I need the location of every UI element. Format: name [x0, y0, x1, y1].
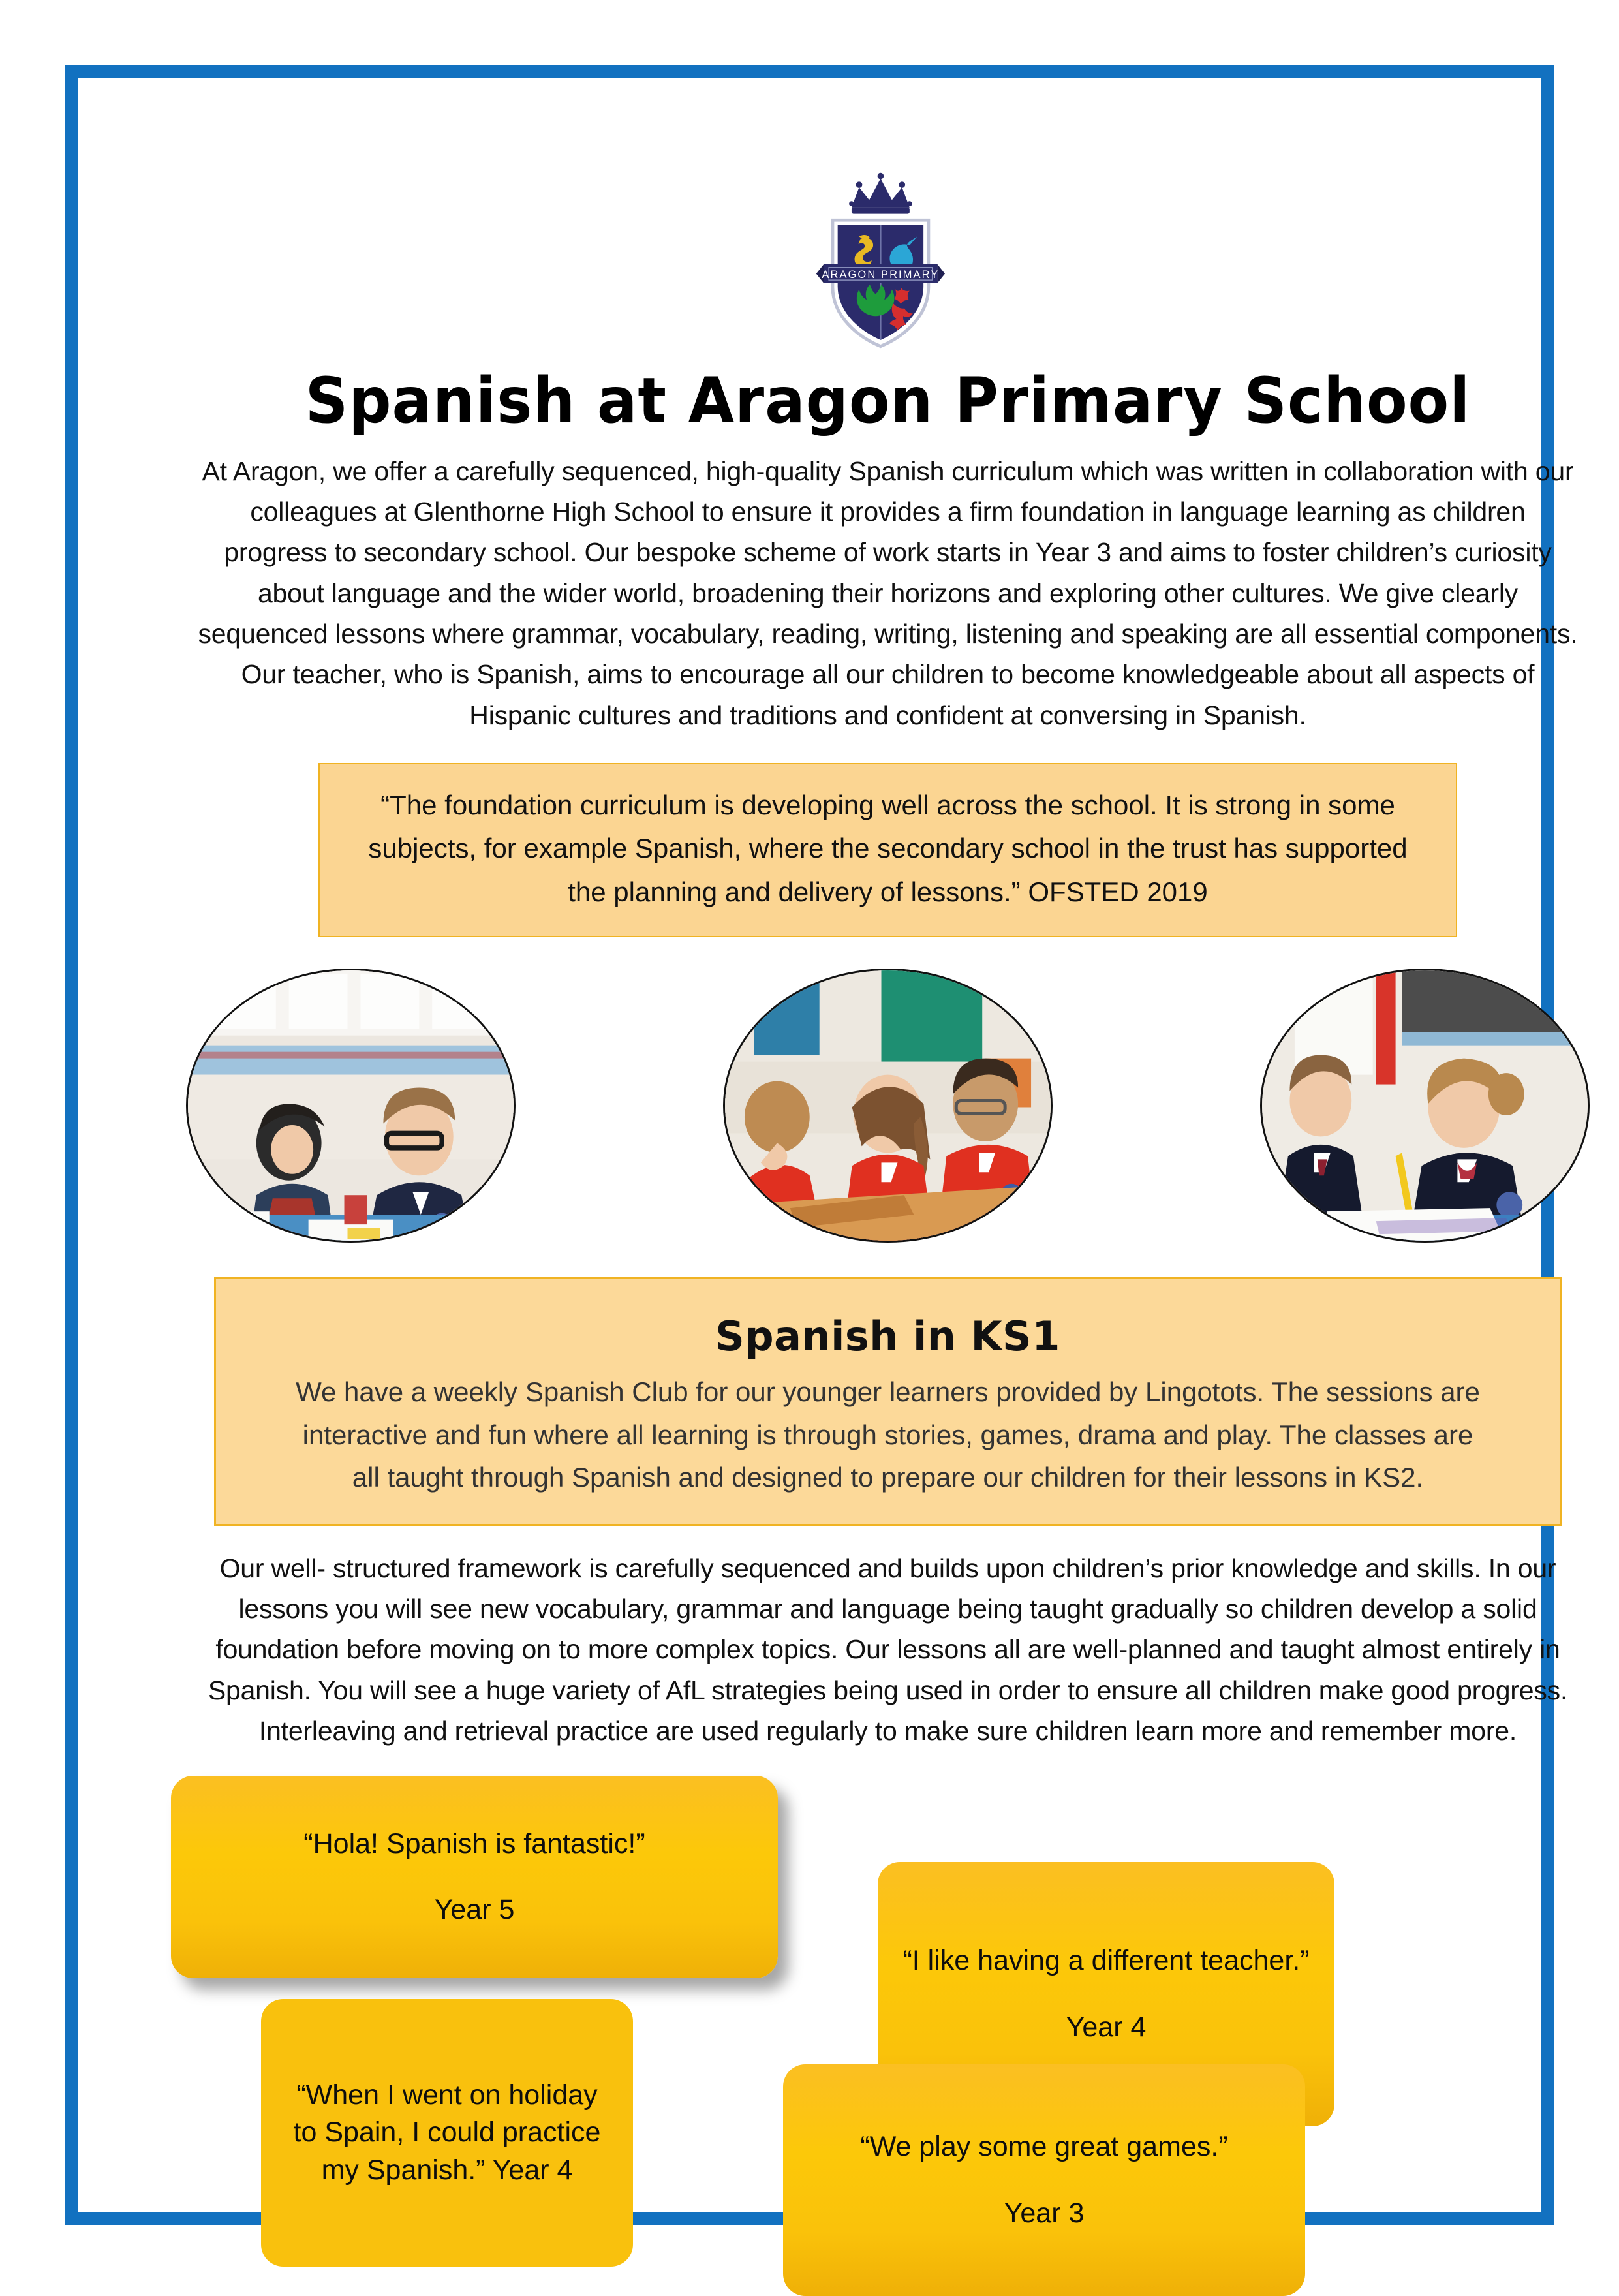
ks1-section-panel — [214, 1277, 1562, 1526]
classroom-photo-1 — [188, 970, 514, 1241]
page-title: Spanish at Aragon Primary School — [305, 364, 1471, 437]
intro-paragraph: At Aragon, we offer a carefully sequenced, high-quality Spanish curriculum which was written in collaboration with our colleagues at Glenthorne High School to ensure it provides a firm foundation in language learning as children progress to secondary school. Our bespoke scheme of work starts in Year 3 and aims to foster children’s curiosity about language and the wider world, broadening their horizons and exploring other cultures. We give clearly sequenced lessons where grammar, vocabulary, reading, writing, listening and speaking are all essential components. Our teacher, who is Spanish, aims to encourage all our children to become knowledgeable about all aspects of Hispanic cultures and traditions and confident at conversing in Spanish. — [198, 456, 1578, 730]
ofsted-quote-box — [318, 763, 1457, 937]
classroom-photo-3 — [1262, 970, 1588, 1241]
classroom-photo-2 — [725, 970, 1051, 1241]
school-crest-icon — [794, 168, 983, 358]
pupil-quote-year-1: Year 5 — [434, 1894, 515, 1926]
page-content — [157, 157, 1619, 2290]
pupil-quote-text-4: “We play some great games.” — [860, 2131, 1228, 2163]
framework-paragraph: Our well- structured framework is carefully sequenced and builds upon children’s prior knowledge and skills. In our lessons you will see new vocabulary, grammar and language being taught gradually so children develop a solid foundation before moving on to more complex topics. Our lessons all are well-planned and taught almost entirely in Spanish. You will see a huge variety of AfL strategies being used in order to ensure all children make good progress. Interleaving and retrieval practice are used regularly to make sure children learn more and remember more. — [208, 1553, 1568, 1746]
pupil-quote-bubble-1 — [171, 1776, 778, 1978]
ofsted-quote-text: “The foundation curriculum is developing well across the school. It is strong in some subjects, for example Spanish, where the secondary school in the trust has supported the planning and delivery of lessons.” OFSTED 2019 — [368, 789, 1408, 907]
page-border-frame — [65, 65, 1578, 2229]
ks1-section-heading: Spanish in KS1 — [715, 1312, 1060, 1361]
pupil-quotes-area — [157, 1771, 1619, 2229]
photo-pupils-group-activity — [723, 969, 1053, 1243]
ks1-section-body: We have a weekly Spanish Club for our younger learners provided by Lingotots. The sessions are interactive and fun where all learning is through stories, games, drama and play. The classes are all taught through Spanish and designed to prepare our children for their lessons in KS2. — [296, 1376, 1480, 1493]
pupil-quote-text-1: “Hola! Spanish is fantastic!” — [303, 1827, 645, 1859]
pupil-quote-bubble-3 — [261, 1999, 633, 2267]
logo-banner-text: ARAGON PRIMARY — [821, 269, 939, 281]
school-logo-container — [157, 157, 1619, 358]
photo-gallery — [157, 937, 1619, 1243]
photo-pupils-writing — [1260, 969, 1590, 1243]
pupil-quote-year-2: Year 4 — [1066, 2011, 1147, 2043]
pupil-quote-bubble-4 — [783, 2064, 1305, 2296]
pupil-quote-text-3: “When I went on holiday to Spain, I could practice my Spanish.” Year 4 — [293, 2079, 601, 2186]
pupil-quote-year-4: Year 3 — [1004, 2197, 1085, 2229]
photo-two-pupils-talking — [186, 969, 516, 1243]
pupil-quote-text-2: “I like having a different teacher.” — [902, 1945, 1310, 1977]
